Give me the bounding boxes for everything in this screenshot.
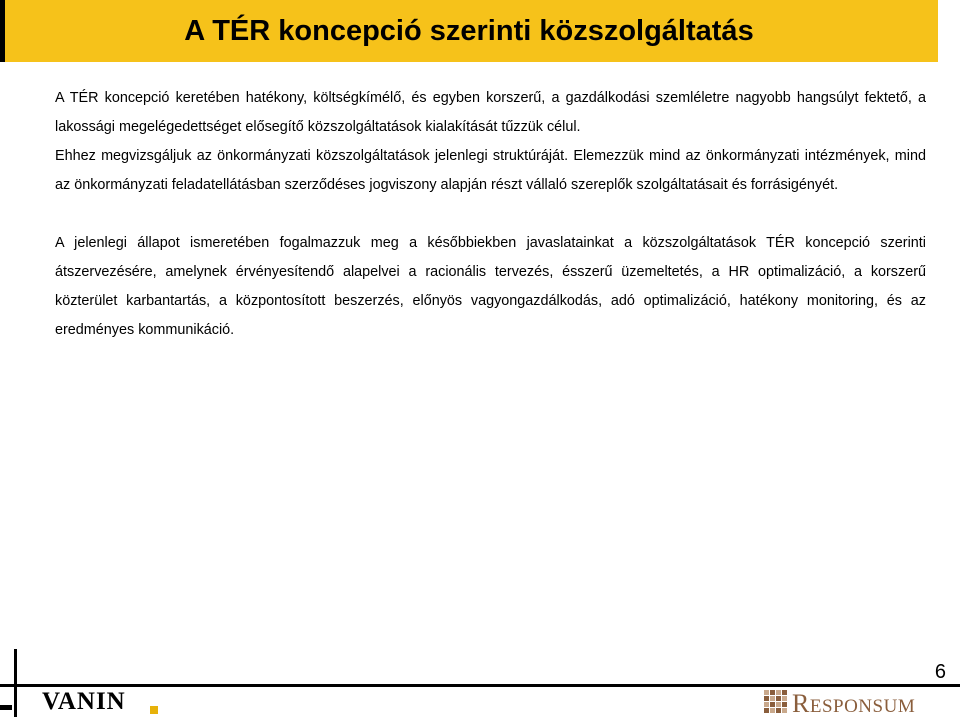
paragraph-2: Ehhez megvizsgáljuk az önkormányzati közszolgáltatások jelenlegi struktúráját. Elemezzük mind az önkormányzati intézmények, mind az önkormányzati feladatellátásban szerződéses jogviszony alapján részt vállaló szereplők szolgáltatásait és forrásigényét.: [55, 148, 926, 193]
page-title: A TÉR koncepció szerinti közszolgáltatás: [184, 15, 754, 47]
paragraph-1: A TÉR koncepció keretében hatékony, költségkímélő, és egyben korszerű, a gazdálkodási szemléletre nagyobb hangsúlyt fektető, a lakossági megelégedettséget elősegítő közszolgáltatások kialakítását tűzzük célul.: [55, 90, 926, 135]
responsum-logo-rest: ESPONSUM: [809, 696, 916, 717]
vanin-logo-square: [150, 706, 158, 714]
paragraph-3: A jelenlegi állapot ismeretében fogalmazzuk meg a későbbiekben javaslatainkat a közszolgáltatások TÉR koncepció szerinti átszervezésére, amelynek érvényesítendő alapelvei a racionális tervezés, ésszerű üzemeltetés, a HR optimalizáció, a korszerű közterület karbantartás, a központosított beszerzés, előnyös vagyongazdálkodás, adó optimalizáció, hatékony monitoring, és az eredményes kommunikáció.: [55, 235, 926, 338]
page-number: 6: [934, 661, 946, 683]
body-text: [55, 84, 926, 345]
footer-vertical-rule: [14, 649, 17, 717]
vanin-logo: VANIN: [42, 688, 126, 715]
responsum-logo-icon: [764, 690, 788, 714]
footer-rule: [0, 684, 960, 687]
footer-corner-mark: [0, 705, 12, 710]
responsum-logo: [792, 691, 915, 717]
responsum-logo-initial: R: [792, 689, 810, 717]
